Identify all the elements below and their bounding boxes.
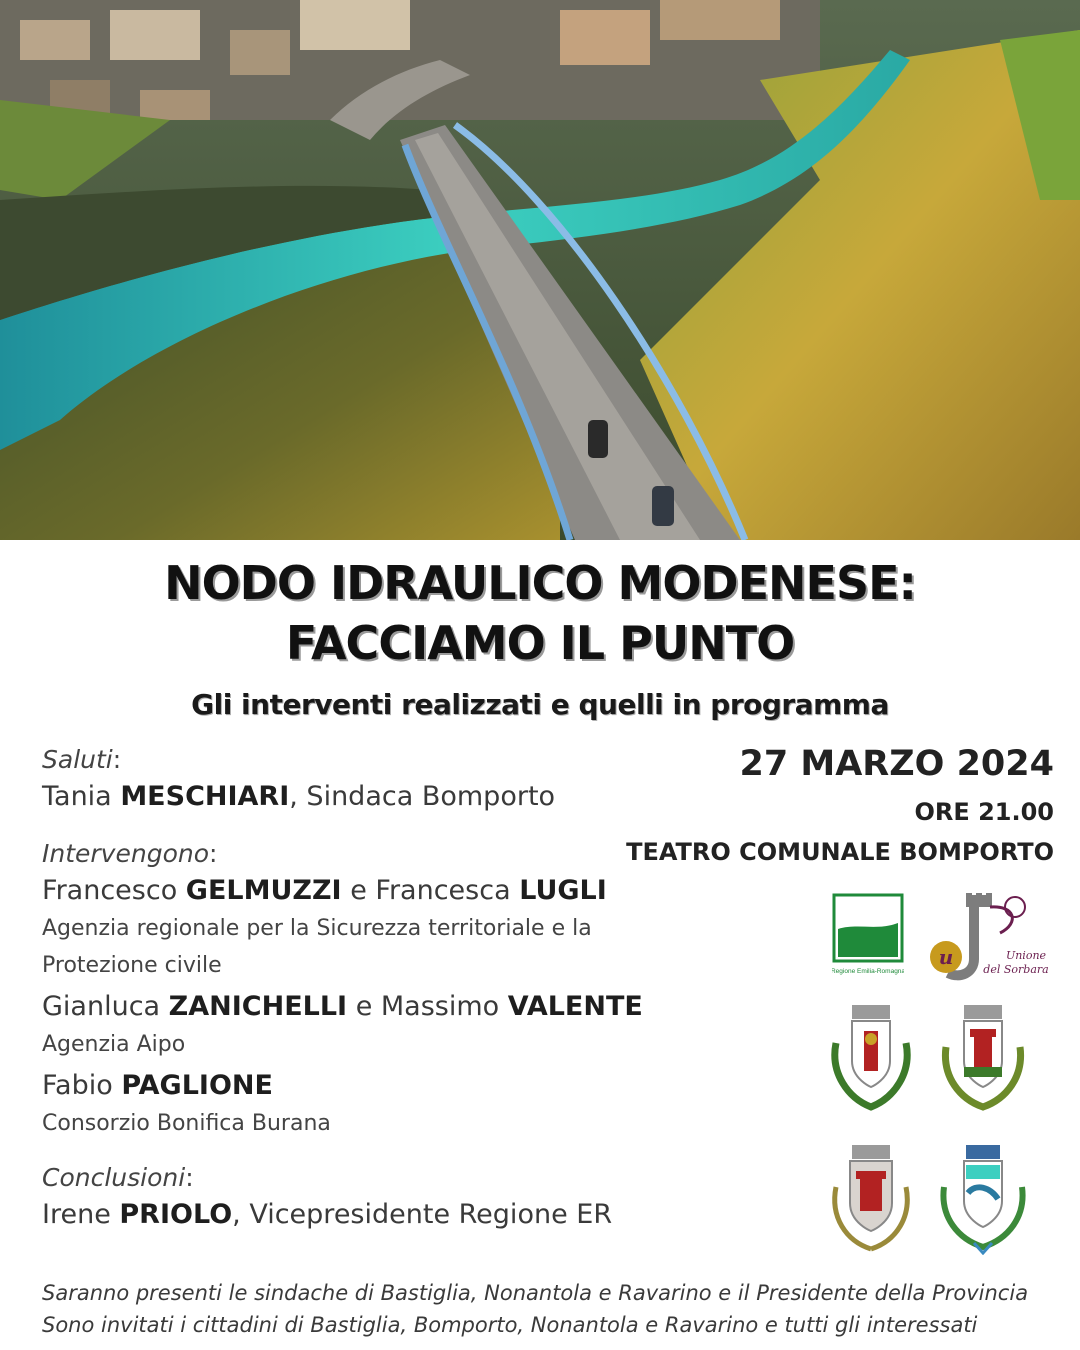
conclusioni-person: Irene PRIOLO, Vicepresidente Regione ER: [42, 1199, 613, 1230]
car-1: [588, 420, 608, 458]
main-title-line2: FACCIAMO IL PUNTO: [285, 616, 795, 670]
event-date: 27 MARZO 2024: [739, 744, 1054, 784]
saluti-label: Saluti:: [42, 745, 122, 774]
speaker-2-org: Agenzia Aipo: [42, 1032, 186, 1057]
footer-line-1: Saranno presenti le sindache di Bastiglia, Nonantola e Ravarino e il Presidente della Provincia: [42, 1281, 1029, 1305]
car-2: [652, 486, 674, 526]
speaker-2: Gianluca ZANICHELLI e Massimo VALENTE: [42, 991, 643, 1022]
coat-of-arms-4: [940, 1143, 1026, 1255]
crest-icon: [940, 1003, 1026, 1115]
regione-caption: Regione Emilia-Romagna: [832, 968, 904, 975]
aerial-bridge-illustration: [0, 0, 1080, 540]
footer-line-2: Sono invitati i cittadini di Bastiglia, Bomporto, Nonantola e Ravarino e tutti gli interessati: [42, 1313, 978, 1337]
event-time: ORE 21.00: [914, 798, 1054, 826]
regione-logo-icon: [832, 893, 904, 979]
unione-caption-2: del Sorbara: [983, 963, 1048, 976]
unione-sorbara-logo: [930, 893, 1048, 983]
program-section: [42, 742, 762, 1234]
speaker-3: Fabio PAGLIONE: [42, 1070, 273, 1101]
coat-of-arms-2: [940, 1003, 1026, 1115]
header-photo: [0, 0, 1080, 540]
intervengono-label: Intervengono:: [42, 839, 218, 868]
main-title-line1: NODO IDRAULICO MODENESE:: [164, 556, 916, 610]
unione-caption-1: Unione: [1005, 949, 1047, 962]
svg-text:u: u: [938, 945, 954, 969]
event-venue: TEATRO COMUNALE BOMPORTO: [626, 838, 1054, 866]
crest-icon: [828, 1143, 914, 1255]
coat-of-arms-1: [828, 1003, 914, 1115]
footer-notes: [42, 1277, 1062, 1341]
subtitle: Gli interventi realizzati e quelli in programma: [191, 688, 889, 721]
speaker-1: Francesco GELMUZZI e Francesca LUGLI: [42, 875, 607, 906]
crest-icon: [940, 1143, 1026, 1255]
crest-icon: [828, 1003, 914, 1115]
coat-of-arms-3: [828, 1143, 914, 1255]
speaker-3-org: Consorzio Bonifica Burana: [42, 1111, 331, 1136]
regione-emilia-romagna-logo: [832, 893, 904, 979]
speaker-1-org-cont: Protezione civile: [42, 953, 222, 978]
conclusioni-label: Conclusioni:: [42, 1163, 194, 1192]
speaker-1-org: Agenzia regionale per la Sicurezza territoriale e la: [42, 916, 592, 941]
saluti-person: Tania MESCHIARI, Sindaca Bomporto: [42, 781, 556, 812]
unione-logo-icon: [930, 893, 1048, 983]
